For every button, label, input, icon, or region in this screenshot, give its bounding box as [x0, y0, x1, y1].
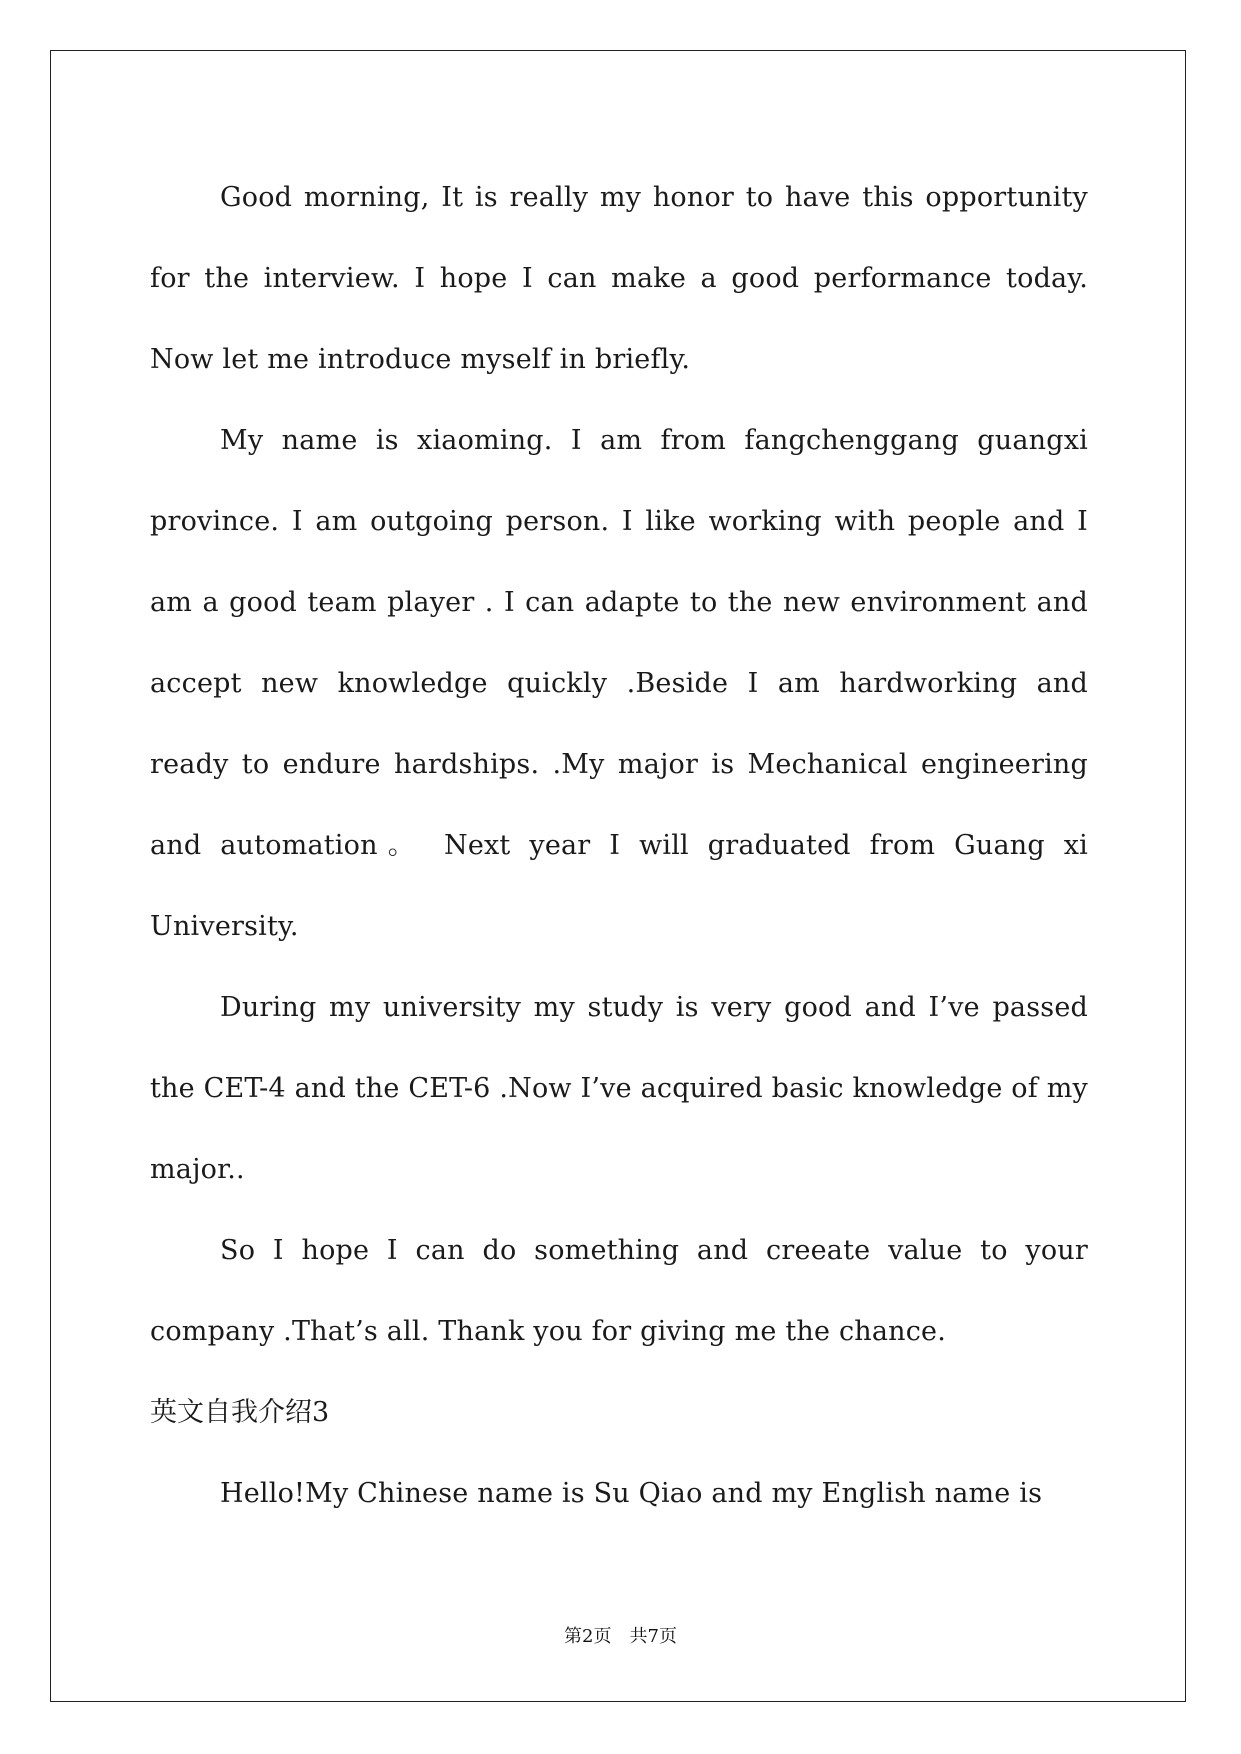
paragraph-closing: So I hope I can do something and creeate value to your company .That’s all. Thank you for giving me the chance. — [150, 1235, 1088, 1347]
paragraph-study: During my university my study is very good and I’ve passed the CET-4 and the CET-6 .Now I’ve acquired basic knowledge of my major.. — [150, 992, 1088, 1185]
page-footer: 第2页 共7页 — [564, 1626, 677, 1647]
paragraph-next-intro: Hello!My Chinese name is Su Qiao and my English name is — [220, 1478, 1043, 1509]
section-heading: 英文自我介绍3 — [150, 1397, 330, 1428]
paragraph-greeting: Good morning, It is really my honor to have this opportunity for the interview. I hope I can make a good performance today. Now let me introduce myself in briefly. — [150, 182, 1088, 375]
document-body — [150, 157, 1088, 1534]
paragraph-background: My name is xiaoming. I am from fangchenggang guangxi province. I am outgoing person. I like working with people and I am a good team player . I can adapte to the new environment and accept new knowledge quickly .Beside I am hardworking and ready to endure hardships. .My major is Mechanical engineering and automation。 Next year I will graduated from Guang xi University. — [150, 425, 1088, 942]
